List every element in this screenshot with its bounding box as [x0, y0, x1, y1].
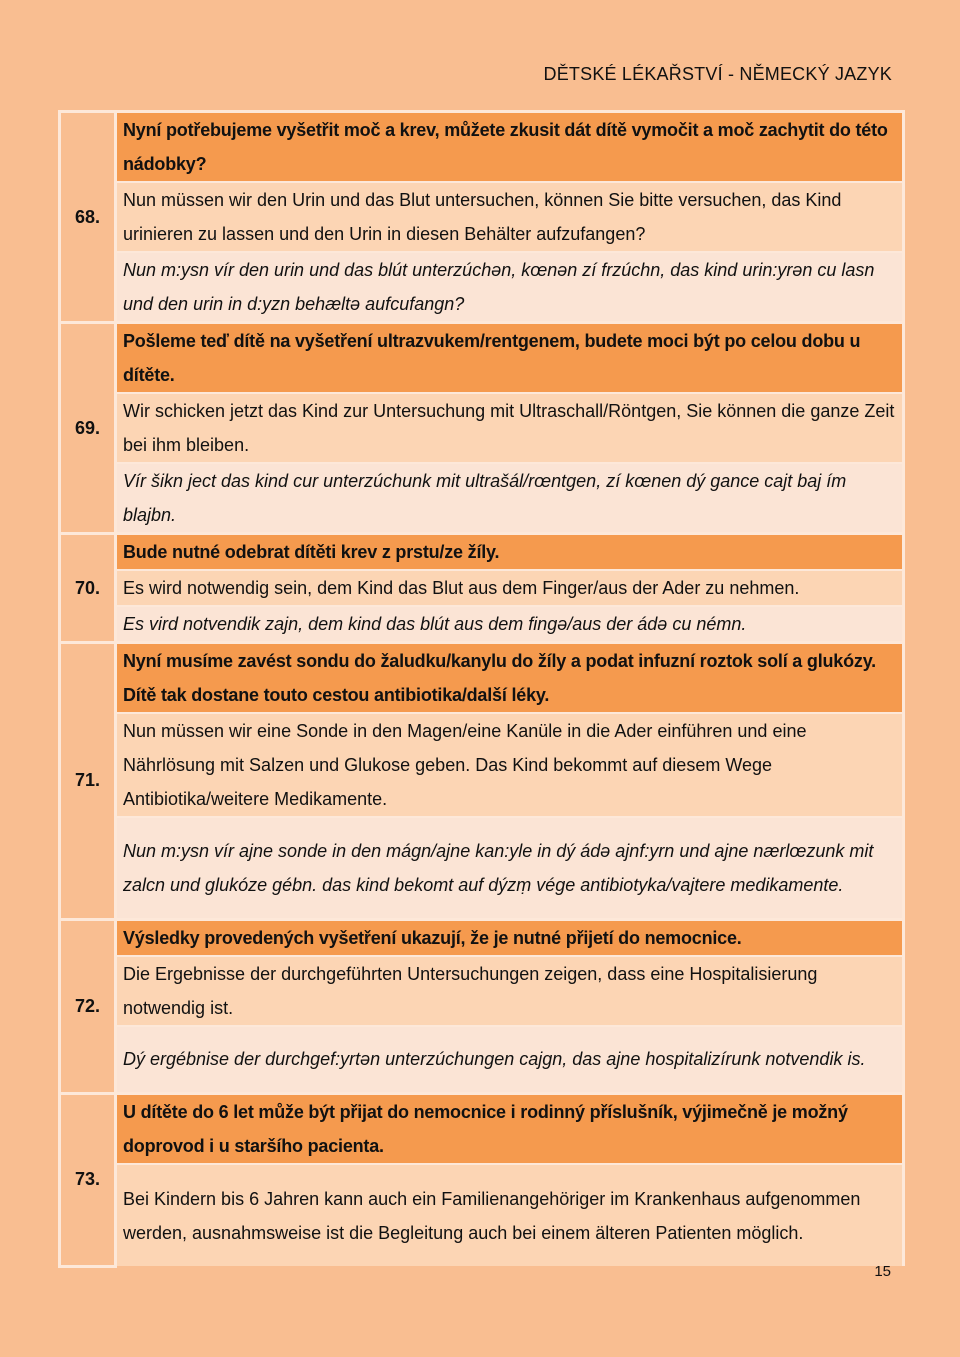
entry-row-czech — [60, 112, 904, 183]
entry-row-phonetic — [60, 463, 904, 534]
entry-phonetic: Es vird notvendik zajn, dem kind das blút aus dem fingə/aus der ádə cu némn. — [116, 606, 904, 643]
entry-number: 68. — [60, 112, 116, 323]
entry-czech: Nyní potřebujeme vyšetřit moč a krev, můžete zkusit dát dítě vymočit a moč zachytit do této nádobky? — [116, 112, 904, 183]
entry-czech: Bude nutné odebrat dítěti krev z prstu/ze žíly. — [116, 534, 904, 571]
entry-number: 72. — [60, 919, 116, 1094]
entry-phonetic: Nun m:ysn vír ajne sonde in den mágn/ajne kan:yle in dý ádə ajnf:yrn und ajne nærlœzunk mit zalcn und glukóze gébn. das kind bekomt auf dýzṃ vége antibiotyka/vajtere medikamente. — [116, 817, 904, 919]
entry-row-phonetic — [60, 252, 904, 323]
entry-german: Bei Kindern bis 6 Jahren kann auch ein Familienangehöriger im Krankenhaus aufgenommen werden, ausnahmsweise ist die Begleitung auch bei einem älteren Patienten möglich. — [116, 1164, 904, 1266]
entry-row-phonetic — [60, 1026, 904, 1094]
entry-german: Die Ergebnisse der durchgeführten Untersuchungen zeigen, dass eine Hospitalisierung notwendig ist. — [116, 956, 904, 1026]
entry-number: 71. — [60, 643, 116, 920]
entry-phonetic: Vír šikn ject das kind cur unterzúchunk mit ultrašál/rœntgen, zí kœnen dý gance cajt baj ím blajbn. — [116, 463, 904, 534]
entry-czech: U dítěte do 6 let může být přijat do nemocnice i rodinný příslušník, výjimečně je možný doprovod i u staršího pacienta. — [116, 1094, 904, 1165]
page-number: 15 — [874, 1263, 891, 1280]
phrase-table — [58, 110, 905, 1268]
entry-phonetic: Nun m:ysn vír den urin und das blút unterzúchən, kœnən zí frzúchn, das kind urin:yrən cu lasn und den urin in d:yzn behæltə aufcufangn? — [116, 252, 904, 323]
entry-row-german — [60, 1164, 904, 1266]
entry-row-phonetic — [60, 606, 904, 643]
entry-number: 73. — [60, 1094, 116, 1267]
entry-row-czech — [60, 919, 904, 956]
entry-czech: Výsledky provedených vyšetření ukazují, že je nutné přijetí do nemocnice. — [116, 919, 904, 956]
entry-number: 70. — [60, 534, 116, 643]
entry-row-german — [60, 570, 904, 606]
entry-row-german — [60, 182, 904, 252]
entry-german: Es wird notwendig sein, dem Kind das Blut aus dem Finger/aus der Ader zu nehmen. — [116, 570, 904, 606]
entry-czech: Nyní musíme zavést sondu do žaludku/kanylu do žíly a podat infuzní roztok solí a glukózy. Dítě tak dostane touto cestou antibiotika/další léky. — [116, 643, 904, 714]
entry-german: Nun müssen wir eine Sonde in den Magen/eine Kanüle in die Ader einführen und eine Nährlösung mit Salzen und Glukose geben. Das Kind bekommt auf diesem Wege Antibiotika/weitere Medikamente. — [116, 713, 904, 817]
entry-phonetic: Dý ergébnise der durchgef:yrtən unterzúchungen cajgn, das ajne hospitalizírunk notvendik is. — [116, 1026, 904, 1094]
entry-row-phonetic — [60, 817, 904, 919]
entry-german: Wir schicken jetzt das Kind zur Untersuchung mit Ultraschall/Röntgen, Sie können die ganze Zeit bei ihm bleiben. — [116, 393, 904, 463]
entry-row-czech — [60, 1094, 904, 1165]
entry-number: 69. — [60, 323, 116, 534]
entry-czech: Pošleme teď dítě na vyšetření ultrazvukem/rentgenem, budete moci být po celou dobu u dítěte. — [116, 323, 904, 394]
entry-row-czech — [60, 534, 904, 571]
entry-row-czech — [60, 643, 904, 714]
entry-row-german — [60, 393, 904, 463]
page-header: DĚTSKÉ LÉKAŘSTVÍ - NĚMECKÝ JAZYK — [543, 64, 892, 84]
entry-row-german — [60, 713, 904, 817]
entry-german: Nun müssen wir den Urin und das Blut untersuchen, können Sie bitte versuchen, das Kind urinieren zu lassen und den Urin in diesen Behälter aufzufangen? — [116, 182, 904, 252]
entry-row-german — [60, 956, 904, 1026]
entry-row-czech — [60, 323, 904, 394]
